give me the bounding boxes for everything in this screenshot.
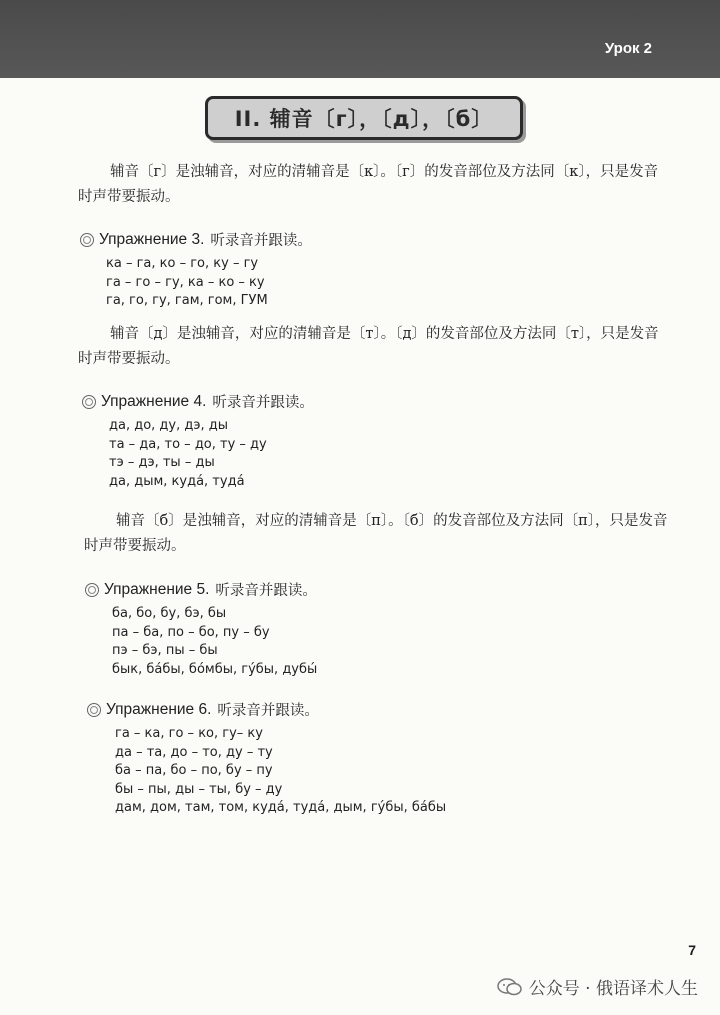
exercise-line: бы – пы, ды – ты, бу – ду <box>115 781 283 797</box>
exercise-instruction: 听录音并跟读。 <box>217 703 319 719</box>
exercise-3-lines <box>106 255 268 311</box>
header-band <box>0 0 720 78</box>
exercise-line: бык, ба́бы, бо́мбы, гу́бы, дубы́ <box>112 661 318 677</box>
page-number: 7 <box>688 942 696 958</box>
exercise-name: Упражнение 4. <box>101 392 207 410</box>
exercise-line: дам, дом, там, том, куда́, туда́, дым, гу́бы, ба́бы <box>115 800 447 815</box>
section-title-text: II. 辅音〔г〕，〔д〕，〔б〕 <box>234 107 494 131</box>
exercise-6-lines <box>115 725 446 818</box>
exercise-line: пэ – бэ, пы – бы <box>112 643 218 658</box>
audio-disc-icon <box>87 703 101 717</box>
watermark-text: 公众号 · 俄语译术人生 <box>528 979 698 999</box>
lesson-label: Урок 2 <box>604 40 652 57</box>
exercise-line: ба – па, бо – по, бу – пу <box>115 763 273 778</box>
exercise-line: га – го – гу, ка – ко – ку <box>106 274 265 290</box>
exercise-line: тэ – дэ, ты – ды <box>109 455 215 470</box>
audio-disc-icon <box>82 395 96 409</box>
paragraph-g: 辅音〔г〕是浊辅音，对应的清辅音是〔к〕。〔г〕的发音部位及方法同〔к〕，只是发音时声带要振动。 <box>78 164 659 205</box>
exercise-4-lines <box>109 417 267 491</box>
exercise-3-heading <box>80 229 312 250</box>
exercise-line: га, го, гу, гам, гом, ГУМ <box>106 293 268 308</box>
exercise-line: га – ка, го – ко, гу– ку <box>115 726 263 741</box>
exercise-line: та – да, то – до, ту – ду <box>109 436 267 452</box>
exercise-4-heading <box>82 391 314 412</box>
exercise-instruction: 听录音并跟读。 <box>210 233 312 249</box>
paragraph-b: 辅音〔б〕是浊辅音，对应的清辅音是〔п〕。〔б〕的发音部位及方法同〔п〕，只是发音时声带要振动。 <box>84 513 668 554</box>
exercise-name: Упражнение 6. <box>106 700 212 718</box>
audio-disc-icon <box>80 233 94 247</box>
section-title <box>205 96 523 140</box>
exercise-name: Упражнение 3. <box>99 230 205 248</box>
audio-disc-icon <box>85 583 99 597</box>
exercise-instruction: 听录音并跟读。 <box>212 395 314 411</box>
exercise-line: да – та, до – то, ду – ту <box>115 744 273 760</box>
exercise-name: Упражнение 5. <box>104 580 210 598</box>
paragraph-d: 辅音〔д〕是浊辅音，对应的清辅音是〔т〕。〔д〕的发音部位及方法同〔т〕，只是发音时声带要振动。 <box>78 326 659 367</box>
watermark <box>497 974 698 999</box>
exercise-5-heading <box>85 579 317 600</box>
exercise-line: ба, бо, бу, бэ, бы <box>112 606 227 621</box>
exercise-line: да, дым, куда́, туда́ <box>109 473 245 489</box>
exercise-line: ка – га, ко – го, ку – гу <box>106 256 259 271</box>
exercise-line: па – ба, по – бо, пу – бу <box>112 624 270 640</box>
exercise-5-lines <box>112 605 317 679</box>
exercise-6-heading <box>87 699 319 720</box>
exercise-line: да, до, ду, дэ, ды <box>109 418 229 433</box>
exercise-instruction: 听录音并跟读。 <box>215 583 317 599</box>
wechat-icon <box>497 977 523 997</box>
